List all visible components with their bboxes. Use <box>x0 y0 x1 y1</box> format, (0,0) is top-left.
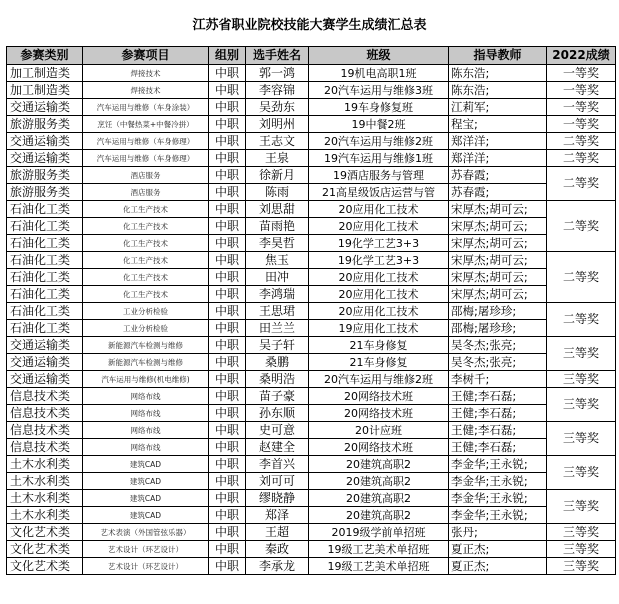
result-cell[interactable]: 二等奖 <box>547 150 616 167</box>
class-cell[interactable]: 20应用化工技术 <box>309 303 449 320</box>
class-cell[interactable]: 21高星级饭店运营与管 <box>309 184 449 201</box>
name-cell[interactable]: 焦玉 <box>246 252 309 269</box>
result-cell[interactable]: 二等奖 <box>547 167 616 201</box>
group-cell[interactable]: 中职 <box>209 286 246 303</box>
teacher-cell[interactable]: 李金华;王永锐; <box>449 456 547 473</box>
table-row <box>7 184 616 201</box>
category-cell[interactable]: 加工制造类 <box>7 65 83 82</box>
project-cell[interactable]: 新能源汽车检测与维修 <box>83 337 209 354</box>
result-cell[interactable]: 二等奖 <box>547 133 616 150</box>
table-row <box>7 473 616 490</box>
class-cell[interactable]: 20建筑高职2 <box>309 507 449 524</box>
category-cell[interactable]: 交通运输类 <box>7 150 83 167</box>
category-cell[interactable]: 石油化工类 <box>7 320 83 337</box>
class-cell[interactable]: 19级工艺美术单招班 <box>309 558 449 575</box>
table-row <box>7 490 616 507</box>
project-cell[interactable]: 烹饪（中餐热菜+中餐冷拼） <box>83 116 209 133</box>
name-cell[interactable]: 李昊哲 <box>246 235 309 252</box>
category-cell[interactable]: 信息技术类 <box>7 439 83 456</box>
table-row <box>7 218 616 235</box>
teacher-cell[interactable]: 郑洋洋; <box>449 150 547 167</box>
teacher-cell[interactable]: 李金华;王永锐; <box>449 473 547 490</box>
project-cell[interactable]: 网络布线 <box>83 422 209 439</box>
result-cell[interactable]: 三等奖 <box>547 388 616 422</box>
category-cell[interactable]: 交通运输类 <box>7 133 83 150</box>
class-cell[interactable]: 20建筑高职2 <box>309 473 449 490</box>
project-cell[interactable]: 网络布线 <box>83 405 209 422</box>
name-cell[interactable]: 秦政 <box>246 541 309 558</box>
table-row <box>7 439 616 456</box>
category-cell[interactable]: 交通运输类 <box>7 99 83 116</box>
category-cell[interactable]: 文化艺术类 <box>7 558 83 575</box>
category-cell[interactable]: 文化艺术类 <box>7 524 83 541</box>
table-row <box>7 286 616 303</box>
teacher-cell[interactable]: 张丹; <box>449 524 547 541</box>
table-row <box>7 235 616 252</box>
category-cell[interactable]: 石油化工类 <box>7 303 83 320</box>
table-row <box>7 507 616 524</box>
name-cell[interactable]: 刘可可 <box>246 473 309 490</box>
category-cell[interactable]: 旅游服务类 <box>7 116 83 133</box>
teacher-cell[interactable]: 宋厚杰;胡可云; <box>449 269 547 286</box>
project-cell[interactable]: 焊接技术 <box>83 65 209 82</box>
header-project[interactable]: 参赛项目 <box>83 47 209 65</box>
class-cell[interactable]: 19车身修复班 <box>309 99 449 116</box>
category-cell[interactable]: 文化艺术类 <box>7 541 83 558</box>
group-cell[interactable]: 中职 <box>209 201 246 218</box>
teacher-cell[interactable]: 吴冬杰;张亮; <box>449 337 547 354</box>
category-cell[interactable]: 交通运输类 <box>7 371 83 388</box>
name-cell[interactable]: 李鸿瑞 <box>246 286 309 303</box>
result-cell[interactable]: 三等奖 <box>547 541 616 558</box>
table-row <box>7 524 616 541</box>
table-row <box>7 269 616 286</box>
result-cell[interactable]: 二等奖 <box>547 201 616 252</box>
group-cell[interactable]: 中职 <box>209 490 246 507</box>
name-cell[interactable]: 郑泽 <box>246 507 309 524</box>
name-cell[interactable]: 桑明浩 <box>246 371 309 388</box>
project-cell[interactable]: 建筑CAD <box>83 490 209 507</box>
name-cell[interactable]: 吴劲东 <box>246 99 309 116</box>
result-cell[interactable]: 三等奖 <box>547 337 616 371</box>
group-cell[interactable]: 中职 <box>209 269 246 286</box>
result-cell[interactable]: 二等奖 <box>547 252 616 303</box>
teacher-cell[interactable]: 邵梅;屠珍珍; <box>449 320 547 337</box>
group-cell[interactable]: 中职 <box>209 99 246 116</box>
teacher-cell[interactable]: 王健;李石磊; <box>449 422 547 439</box>
class-cell[interactable]: 21车身修复 <box>309 354 449 371</box>
category-cell[interactable]: 旅游服务类 <box>7 167 83 184</box>
teacher-cell[interactable]: 郑洋洋; <box>449 133 547 150</box>
class-cell[interactable]: 19酒店服务与管理 <box>309 167 449 184</box>
category-cell[interactable]: 旅游服务类 <box>7 184 83 201</box>
project-cell[interactable]: 焊接技术 <box>83 82 209 99</box>
group-cell[interactable]: 中职 <box>209 371 246 388</box>
group-cell[interactable]: 中职 <box>209 456 246 473</box>
teacher-cell[interactable]: 宋厚杰;胡可云; <box>449 252 547 269</box>
class-cell[interactable]: 19中餐2班 <box>309 116 449 133</box>
teacher-cell[interactable]: 陈东浩; <box>449 65 547 82</box>
project-cell[interactable]: 化工生产技术 <box>83 235 209 252</box>
table-row <box>7 371 616 388</box>
results-table <box>6 46 616 575</box>
result-cell[interactable]: 一等奖 <box>547 82 616 99</box>
category-cell[interactable]: 石油化工类 <box>7 235 83 252</box>
header-result[interactable]: 2022成绩 <box>547 47 616 65</box>
class-cell[interactable]: 20应用化工技术 <box>309 201 449 218</box>
teacher-cell[interactable]: 邵梅;屠珍珍; <box>449 303 547 320</box>
header-group[interactable]: 组别 <box>209 47 246 65</box>
group-cell[interactable]: 中职 <box>209 65 246 82</box>
table-row <box>7 82 616 99</box>
header-category[interactable]: 参赛类别 <box>7 47 83 65</box>
class-cell[interactable]: 20汽车运用与维修2班 <box>309 371 449 388</box>
name-cell[interactable]: 陈雨 <box>246 184 309 201</box>
class-cell[interactable]: 19化学工艺3+3 <box>309 235 449 252</box>
class-cell[interactable]: 20应用化工技术 <box>309 286 449 303</box>
category-cell[interactable]: 土木水利类 <box>7 490 83 507</box>
group-cell[interactable]: 中职 <box>209 167 246 184</box>
class-cell[interactable]: 2019级学前单招班 <box>309 524 449 541</box>
table-row <box>7 456 616 473</box>
result-cell[interactable]: 三等奖 <box>547 371 616 388</box>
table-row <box>7 558 616 575</box>
result-cell[interactable]: 三等奖 <box>547 524 616 541</box>
project-cell[interactable]: 新能源汽车检测与维修 <box>83 354 209 371</box>
result-cell[interactable]: 一等奖 <box>547 99 616 116</box>
name-cell[interactable]: 刘思甜 <box>246 201 309 218</box>
class-cell[interactable]: 20汽车运用与维修3班 <box>309 82 449 99</box>
teacher-cell[interactable]: 李金华;王永锐; <box>449 507 547 524</box>
category-cell[interactable]: 土木水利类 <box>7 473 83 490</box>
name-cell[interactable]: 桑鹏 <box>246 354 309 371</box>
name-cell[interactable]: 缪晓静 <box>246 490 309 507</box>
project-cell[interactable]: 建筑CAD <box>83 473 209 490</box>
header-name[interactable]: 选手姓名 <box>246 47 309 65</box>
name-cell[interactable]: 田冲 <box>246 269 309 286</box>
name-cell[interactable]: 王超 <box>246 524 309 541</box>
teacher-cell[interactable]: 王健;李石磊; <box>449 388 547 405</box>
group-cell[interactable]: 中职 <box>209 524 246 541</box>
project-cell[interactable]: 网络布线 <box>83 388 209 405</box>
table-row <box>7 541 616 558</box>
project-cell[interactable]: 建筑CAD <box>83 507 209 524</box>
name-cell[interactable]: 郭一鸿 <box>246 65 309 82</box>
project-cell[interactable]: 汽车运用与维修（车身修理） <box>83 133 209 150</box>
group-cell[interactable]: 中职 <box>209 473 246 490</box>
category-cell[interactable]: 石油化工类 <box>7 218 83 235</box>
teacher-cell[interactable]: 宋厚杰;胡可云; <box>449 201 547 218</box>
class-cell[interactable]: 19机电高职1班 <box>309 65 449 82</box>
teacher-cell[interactable]: 夏正杰; <box>449 558 547 575</box>
group-cell[interactable]: 中职 <box>209 337 246 354</box>
teacher-cell[interactable]: 陈东浩; <box>449 82 547 99</box>
header-row <box>7 47 616 65</box>
teacher-cell[interactable]: 程宝; <box>449 116 547 133</box>
name-cell[interactable]: 苗雨艳 <box>246 218 309 235</box>
class-cell[interactable]: 20建筑高职2 <box>309 490 449 507</box>
teacher-cell[interactable]: 王健;李石磊; <box>449 405 547 422</box>
teacher-cell[interactable]: 李树千; <box>449 371 547 388</box>
group-cell[interactable]: 中职 <box>209 235 246 252</box>
table-row <box>7 320 616 337</box>
group-cell[interactable]: 中职 <box>209 133 246 150</box>
project-cell[interactable]: 汽车运用与维修（车身修理） <box>83 150 209 167</box>
name-cell[interactable]: 王志文 <box>246 133 309 150</box>
class-cell[interactable]: 19汽车运用与维修1班 <box>309 150 449 167</box>
teacher-cell[interactable]: 宋厚杰;胡可云; <box>449 218 547 235</box>
table-row <box>7 116 616 133</box>
project-cell[interactable]: 工业分析检验 <box>83 320 209 337</box>
category-cell[interactable]: 石油化工类 <box>7 201 83 218</box>
name-cell[interactable]: 徐新月 <box>246 167 309 184</box>
class-cell[interactable]: 20计应班 <box>309 422 449 439</box>
name-cell[interactable]: 史可意 <box>246 422 309 439</box>
group-cell[interactable]: 中职 <box>209 252 246 269</box>
category-cell[interactable]: 交通运输类 <box>7 337 83 354</box>
name-cell[interactable]: 吴子轩 <box>246 337 309 354</box>
header-class[interactable]: 班级 <box>309 47 449 65</box>
group-cell[interactable]: 中职 <box>209 439 246 456</box>
project-cell[interactable]: 酒店服务 <box>83 184 209 201</box>
project-cell[interactable]: 化工生产技术 <box>83 201 209 218</box>
category-cell[interactable]: 信息技术类 <box>7 388 83 405</box>
category-cell[interactable]: 石油化工类 <box>7 286 83 303</box>
teacher-cell[interactable]: 王健;李石磊; <box>449 439 547 456</box>
result-cell[interactable]: 三等奖 <box>547 422 616 456</box>
result-cell[interactable]: 三等奖 <box>547 456 616 490</box>
teacher-cell[interactable]: 宋厚杰;胡可云; <box>449 286 547 303</box>
table-row <box>7 388 616 405</box>
name-cell[interactable]: 苗子豪 <box>246 388 309 405</box>
category-cell[interactable]: 石油化工类 <box>7 269 83 286</box>
class-cell[interactable]: 20网络技术班 <box>309 439 449 456</box>
category-cell[interactable]: 土木水利类 <box>7 507 83 524</box>
project-cell[interactable]: 化工生产技术 <box>83 286 209 303</box>
group-cell[interactable]: 中职 <box>209 303 246 320</box>
table-row <box>7 354 616 371</box>
class-cell[interactable]: 20建筑高职2 <box>309 456 449 473</box>
name-cell[interactable]: 李首兴 <box>246 456 309 473</box>
result-cell[interactable]: 二等奖 <box>547 303 616 337</box>
group-cell[interactable]: 中职 <box>209 150 246 167</box>
name-cell[interactable]: 李承龙 <box>246 558 309 575</box>
class-cell[interactable]: 19化学工艺3+3 <box>309 252 449 269</box>
table-row <box>7 150 616 167</box>
result-cell[interactable]: 三等奖 <box>547 558 616 575</box>
class-cell[interactable]: 20网络技术班 <box>309 388 449 405</box>
result-cell[interactable]: 三等奖 <box>547 490 616 524</box>
name-cell[interactable]: 刘明州 <box>246 116 309 133</box>
group-cell[interactable]: 中职 <box>209 116 246 133</box>
category-cell[interactable]: 土木水利类 <box>7 456 83 473</box>
teacher-cell[interactable]: 吴冬杰;张亮; <box>449 354 547 371</box>
name-cell[interactable]: 孙东顺 <box>246 405 309 422</box>
table-row <box>7 252 616 269</box>
teacher-cell[interactable]: 江莉军; <box>449 99 547 116</box>
table-row <box>7 65 616 82</box>
name-cell[interactable]: 王泉 <box>246 150 309 167</box>
category-cell[interactable]: 加工制造类 <box>7 82 83 99</box>
project-cell[interactable]: 艺术设计（环艺设计） <box>83 558 209 575</box>
class-cell[interactable]: 20应用化工技术 <box>309 269 449 286</box>
project-cell[interactable]: 化工生产技术 <box>83 252 209 269</box>
teacher-cell[interactable]: 夏正杰; <box>449 541 547 558</box>
name-cell[interactable]: 王思珺 <box>246 303 309 320</box>
project-cell[interactable]: 酒店服务 <box>83 167 209 184</box>
page-title: 江苏省职业院校技能大赛学生成绩汇总表 <box>192 18 427 33</box>
category-cell[interactable]: 石油化工类 <box>7 252 83 269</box>
teacher-cell[interactable]: 宋厚杰;胡可云; <box>449 235 547 252</box>
project-cell[interactable]: 汽车运用与维修(机电维修) <box>83 371 209 388</box>
group-cell[interactable]: 中职 <box>209 422 246 439</box>
name-cell[interactable]: 赵建全 <box>246 439 309 456</box>
project-cell[interactable]: 汽车运用与维修（车身涂装） <box>83 99 209 116</box>
project-cell[interactable]: 艺术设计（环艺设计） <box>83 541 209 558</box>
project-cell[interactable]: 工业分析检验 <box>83 303 209 320</box>
group-cell[interactable]: 中职 <box>209 405 246 422</box>
table-row <box>7 201 616 218</box>
table-row <box>7 133 616 150</box>
class-cell[interactable]: 20网络技术班 <box>309 405 449 422</box>
category-cell[interactable]: 信息技术类 <box>7 405 83 422</box>
table-row <box>7 422 616 439</box>
project-cell[interactable]: 网络布线 <box>83 439 209 456</box>
group-cell[interactable]: 中职 <box>209 541 246 558</box>
group-cell[interactable]: 中职 <box>209 558 246 575</box>
group-cell[interactable]: 中职 <box>209 388 246 405</box>
class-cell[interactable]: 20应用化工技术 <box>309 218 449 235</box>
result-cell[interactable]: 一等奖 <box>547 65 616 82</box>
table-row <box>7 337 616 354</box>
name-cell[interactable]: 田兰兰 <box>246 320 309 337</box>
class-cell[interactable]: 21车身修复 <box>309 337 449 354</box>
name-cell[interactable]: 李容锦 <box>246 82 309 99</box>
teacher-cell[interactable]: 李金华;王永锐; <box>449 490 547 507</box>
group-cell[interactable]: 中职 <box>209 184 246 201</box>
group-cell[interactable]: 中职 <box>209 354 246 371</box>
category-cell[interactable]: 交通运输类 <box>7 354 83 371</box>
category-cell[interactable]: 信息技术类 <box>7 422 83 439</box>
table-row <box>7 405 616 422</box>
teacher-cell[interactable]: 苏春霞; <box>449 184 547 201</box>
table-row <box>7 167 616 184</box>
class-cell[interactable]: 19级工艺美术单招班 <box>309 541 449 558</box>
project-cell[interactable]: 化工生产技术 <box>83 269 209 286</box>
group-cell[interactable]: 中职 <box>209 320 246 337</box>
project-cell[interactable]: 艺术表演（外国管弦乐器） <box>83 524 209 541</box>
group-cell[interactable]: 中职 <box>209 218 246 235</box>
group-cell[interactable]: 中职 <box>209 82 246 99</box>
table-row <box>7 99 616 116</box>
group-cell[interactable]: 中职 <box>209 507 246 524</box>
project-cell[interactable]: 建筑CAD <box>83 456 209 473</box>
table-row <box>7 303 616 320</box>
class-cell[interactable]: 19应用化工技术 <box>309 320 449 337</box>
header-teacher[interactable]: 指导教师 <box>449 47 547 65</box>
teacher-cell[interactable]: 苏春霞; <box>449 167 547 184</box>
project-cell[interactable]: 化工生产技术 <box>83 218 209 235</box>
result-cell[interactable]: 一等奖 <box>547 116 616 133</box>
class-cell[interactable]: 20汽车运用与维修2班 <box>309 133 449 150</box>
